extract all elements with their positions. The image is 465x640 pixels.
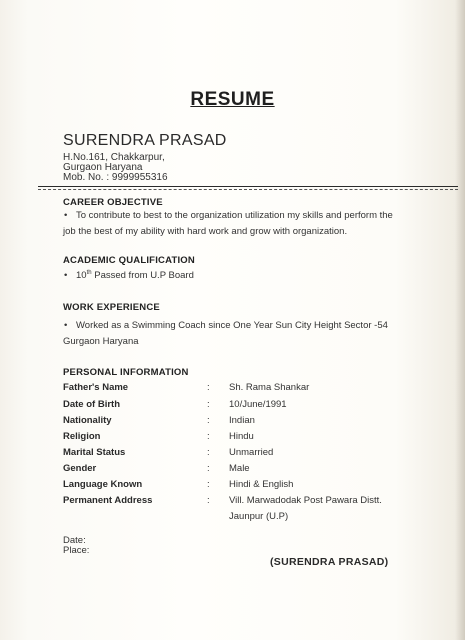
work-experience-heading: WORK EXPERIENCE [63,302,160,313]
signature-name: (SURENDRA PRASAD) [270,556,389,568]
personal-info-heading: PERSONAL INFORMATION [63,367,189,378]
academic-item [76,270,194,281]
dob-value: 10/June/1991 [229,399,287,410]
career-bullet: • [64,210,68,221]
work-experience-line-2: Gurgaon Haryana [63,336,139,347]
colon: : [207,447,210,458]
dob-label: Date of Birth [63,399,120,410]
academic-bullet: • [64,270,68,281]
candidate-name: SURENDRA PRASAD [63,132,227,149]
academic-grade-suffix: th [86,270,92,276]
father-name-label: Father's Name [63,382,129,393]
work-bullet: • [64,320,68,331]
religion-label: Religion [63,431,101,442]
header-divider [38,186,458,187]
career-objective-heading: CAREER OBJECTIVE [63,197,163,208]
language-value: Hindi & English [229,479,294,490]
academic-grade-number: 10 [76,270,87,281]
address-line-2: Gurgaon Haryana [63,162,143,173]
colon: : [207,382,210,393]
nationality-label: Nationality [63,415,112,426]
career-objective-line-1: To contribute to best to the organization utilization my skills and perform the [76,210,393,221]
colon: : [207,415,210,426]
work-experience-line-1: Worked as a Swimming Coach since One Year Sun City Height Sector -54 [76,320,388,331]
colon: : [207,495,210,506]
academic-heading: ACADEMIC QUALIFICATION [63,255,195,266]
header-divider-dashed [38,189,458,190]
career-objective-line-2: job the best of my ability with hard work and grow with organization. [63,226,348,237]
permanent-address-label: Permanent Address [63,495,153,506]
nationality-value: Indian [229,415,255,426]
religion-value: Hindu [229,431,254,442]
colon: : [207,463,210,474]
document-title: RESUME [190,89,275,110]
gender-value: Male [229,463,250,474]
colon: : [207,431,210,442]
mobile-number: Mob. No. : 9999955316 [63,172,168,183]
address-line-1: H.No.161, Chakkarpur, [63,152,165,163]
academic-board-text: Passed from U.P Board [91,270,194,281]
colon: : [207,399,210,410]
gender-label: Gender [63,463,97,474]
marital-status-value: Unmarried [229,447,274,458]
permanent-address-value-2: Jaunpur (U.P) [229,511,289,522]
father-name-value: Sh. Rama Shankar [229,382,310,393]
marital-status-label: Marital Status [63,447,126,458]
language-label: Language Known [63,479,143,490]
permanent-address-value-1: Vill. Marwadodak Post Pawara Distt. [229,495,382,506]
colon: : [207,479,210,490]
place-label: Place: [63,545,90,556]
date-label: Date: [63,535,86,546]
